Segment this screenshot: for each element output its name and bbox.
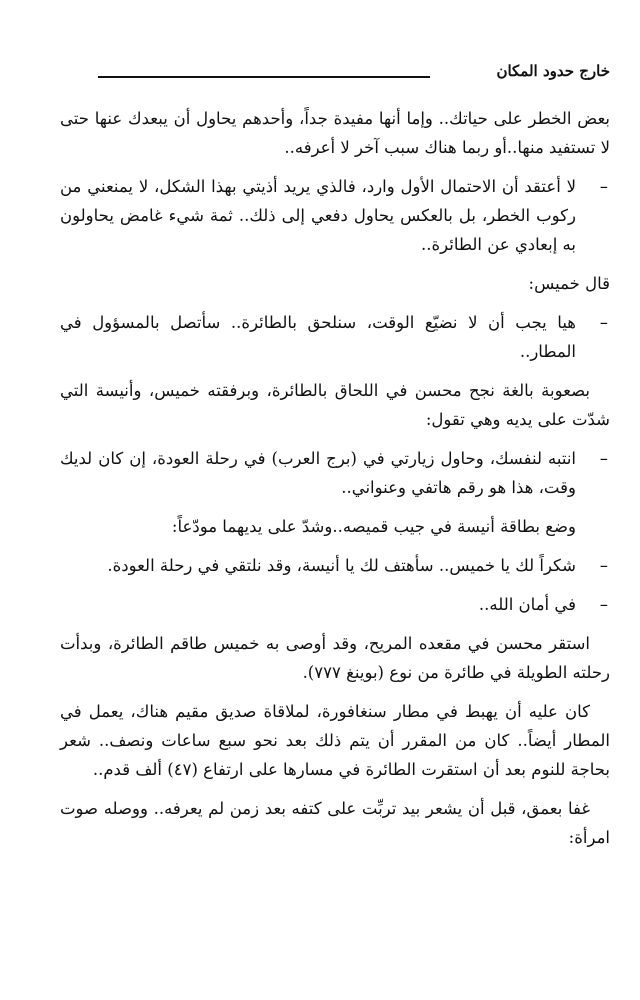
dialogue-dash: – bbox=[599, 595, 608, 614]
dialogue-line bbox=[60, 172, 610, 259]
paragraph: بصعوبة بالغة نجح محسن في اللحاق بالطائرة، وبرفقته خميس، وأنيسة التي شدّت على يديه وهي تقول: bbox=[60, 381, 610, 429]
dialogue-dash: – bbox=[599, 313, 608, 332]
chapter-title: خارج حدود المكان bbox=[496, 62, 610, 80]
paragraph: كان عليه أن يهبط في مطار سنغافورة، لملاقاة صديق مقيم هناك، يعمل في المطار أيضاً.. كان من المقرر أن يتم ذلك بعد نحو سبع ساعات ونصف.. شعر بحاجة للنوم بعد أن استقرت الطائرة في مسارها على ارتفاع (٤٧) ألف قدم.. bbox=[60, 702, 610, 779]
dialogue-line bbox=[60, 308, 610, 366]
paragraph: استقر محسن في مقعده المريح، وقد أوصى به خميس طاقم الطائرة، وبدأت رحلته الطويلة في طائرة من نوع (بوينغ ٧٧٧). bbox=[60, 634, 610, 682]
body-text bbox=[60, 104, 610, 862]
dialogue-dash: – bbox=[599, 177, 608, 196]
dialogue-text: في أمان الله.. bbox=[478, 595, 576, 614]
dialogue-text: لا أعتقد أن الاحتمال الأول وارد، فالذي يريد أذيتي بهذا الشكل، لا يمنعني من ركوب الخطر، بل بالعكس يحاول دفعي إلى ذلك.. ثمة شيء غامض يحاولون به إبعادي عن الطائرة.. bbox=[60, 177, 576, 254]
dialogue-dash: – bbox=[599, 556, 608, 575]
dialogue-text: هيا يجب أن لا نضيّع الوقت، سنلحق بالطائرة.. سأتصل بالمسؤول في المطار.. bbox=[60, 313, 576, 361]
paragraph: وضع بطاقة أنيسة في جيب قميصه..وشدّ على يديهما مودّعاً: bbox=[171, 517, 576, 536]
dialogue-text: انتبه لنفسك، وحاول زيارتي في (برج العرب) في رحلة العودة، إن كان لديك وقت، هذا هو رقم هاتفي وعنواني.. bbox=[60, 449, 576, 497]
dialogue-line bbox=[60, 551, 610, 580]
dialogue-dash: – bbox=[599, 449, 608, 468]
paragraph: قال خميس: bbox=[528, 274, 610, 293]
dialogue-line bbox=[60, 444, 610, 502]
header-rule bbox=[98, 76, 430, 78]
paragraph: غفا بعمق، قبل أن يشعر بيد تربِّت على كتفه بعد زمن لم يعرفه.. ووصله صوت امرأة: bbox=[60, 799, 610, 847]
running-header bbox=[98, 58, 610, 88]
paragraph: بعض الخطر على حياتك.. وإما أنها مفيدة جداً، وأحدهم يحاول أن يبعدك عنها حتى لا تستفيد منها..أو ربما هناك سبب آخر لا أعرفه.. bbox=[60, 109, 610, 157]
dialogue-text: شكراً لك يا خميس.. سأهتف لك يا أنيسة، وقد نلتقي في رحلة العودة. bbox=[107, 556, 576, 575]
dialogue-line bbox=[60, 590, 610, 619]
